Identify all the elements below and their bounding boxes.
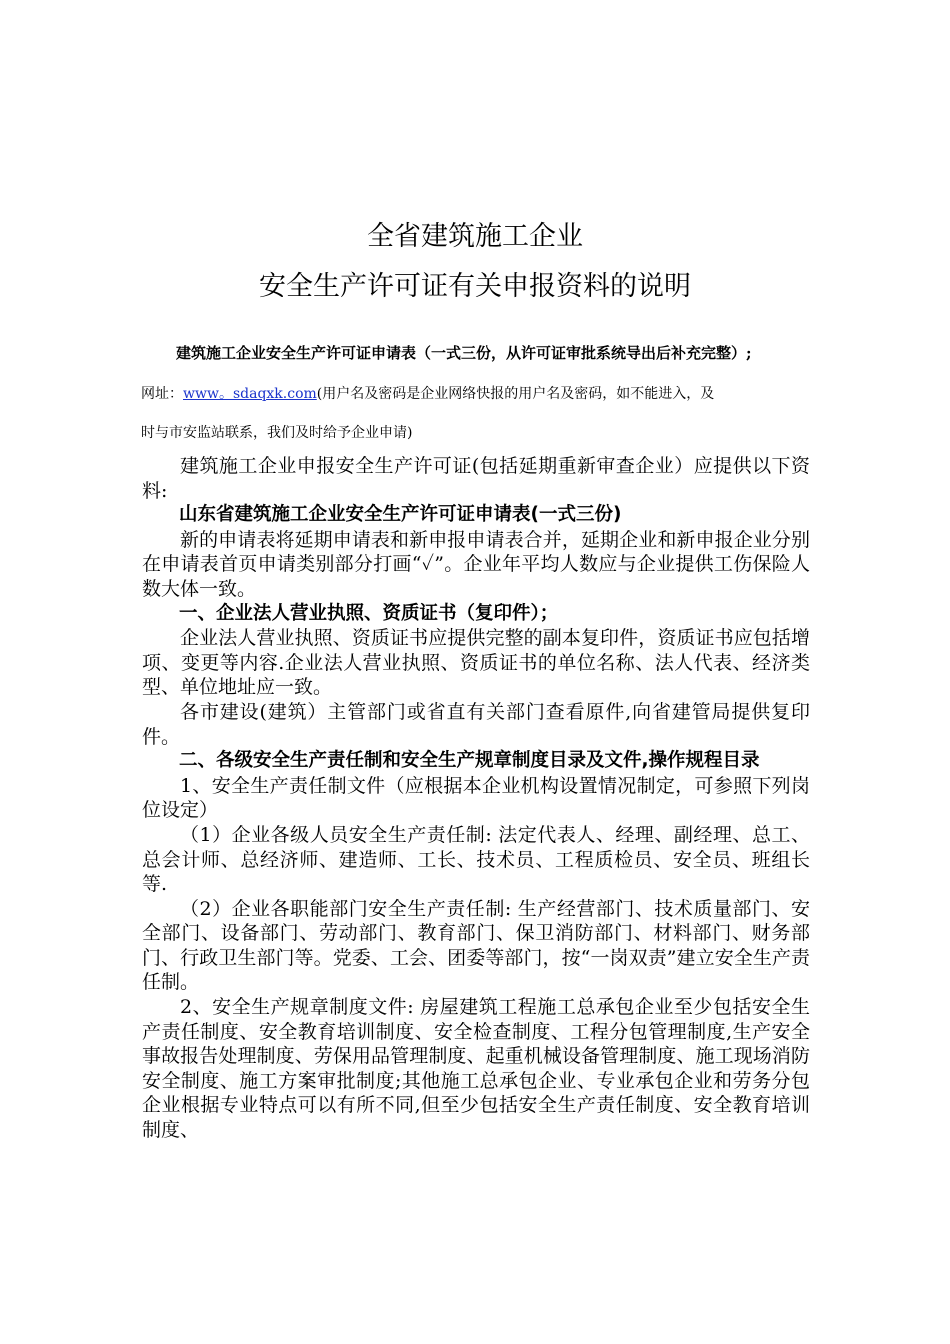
section-heading-application-form: 山东省建筑施工企业安全生产许可证申请表(一式三份) [179, 504, 622, 526]
website-login-note: (用户名及密码是企业网络快报的用户名及密码，如不能进入，及 [316, 386, 715, 402]
document-body [142, 454, 810, 1143]
website-note [141, 384, 821, 404]
personnel-responsibility-paragraph: （1）企业各级人员安全生产责任制: 法定代表人、经理、副经理、总工、总会计师、总经济师、建造师、工长、技术员、工程质检员、安全员、班组长等. [142, 823, 810, 896]
department-responsibility-paragraph: （2）企业各职能部门安全生产责任制: 生产经营部门、技术质量部门、安全部门、设备部门、劳动部门、教育部门、保卫消防部门、材料部门、财务部门、行政卫生部门等。党委、工会、团委等部门，按“一岗双责”建立安全生产责任制。 [142, 897, 810, 994]
section-heading-1: 一、企业法人营业执照、资质证书（复印件）； [179, 602, 559, 624]
original-check-paragraph: 各市建设(建筑）主管部门或省直有关部门查看原件,向省建管局提供复印件。 [142, 700, 810, 748]
section-heading-2: 二、各级安全生产责任制和安全生产规章制度目录及文件,操作规程目录 [179, 750, 760, 772]
website-label: 网址： [141, 386, 183, 402]
license-paragraph: 企业法人营业执照、资质证书应提供完整的副本复印件，资质证书应包括增项、变更等内容.企业法人营业执照、资质证书的单位名称、法人代表、经济类型、单位地址应一致。 [142, 627, 810, 699]
application-form-paragraph: 新的申请表将延期申请表和新申报申请表合并，延期企业和新申报企业分别在申请表首页申请类别部分打画“✓”。企业年平均人数应与企业提供工伤保险人数大体一致。 [142, 528, 810, 600]
rules-regulations-paragraph: 2、安全生产规章制度文件: 房屋建筑工程施工总承包企业至少包括安全生产责任制度、安全教育培训制度、安全检查制度、工程分包管理制度,生产安全事故报告处理制度、劳保用品管理制度、起重机械设备管理制度、施工现场消防安全制度、施工方案审批制度;其他施工总承包企业、专业承包企业和劳务分包企业根据专业特点可以有所不同,但至少包括安全生产责任制度、安全教育培训制度、 [142, 996, 810, 1142]
intro-paragraph: 建筑施工企业申报安全生产许可证(包括延期重新审查企业）应提供以下资料: [142, 455, 810, 502]
website-link[interactable]: www。sdaqxk.com [183, 386, 317, 402]
title-line-2: 安全生产许可证有关申报资料的说明 [259, 271, 691, 302]
application-form-note: 建筑施工企业安全生产许可证申请表（一式三份，从许可证审批系统导出后补充完整）; [176, 344, 752, 362]
website-note-continued: 时与市安监站联系，我们及时给予企业申请) [141, 425, 413, 441]
title-line-1: 全省建筑施工企业 [367, 221, 583, 252]
responsibility-system-paragraph: 1、安全生产责任制文件（应根据本企业机构设置情况制定，可参照下列岗位设定） [142, 774, 810, 822]
